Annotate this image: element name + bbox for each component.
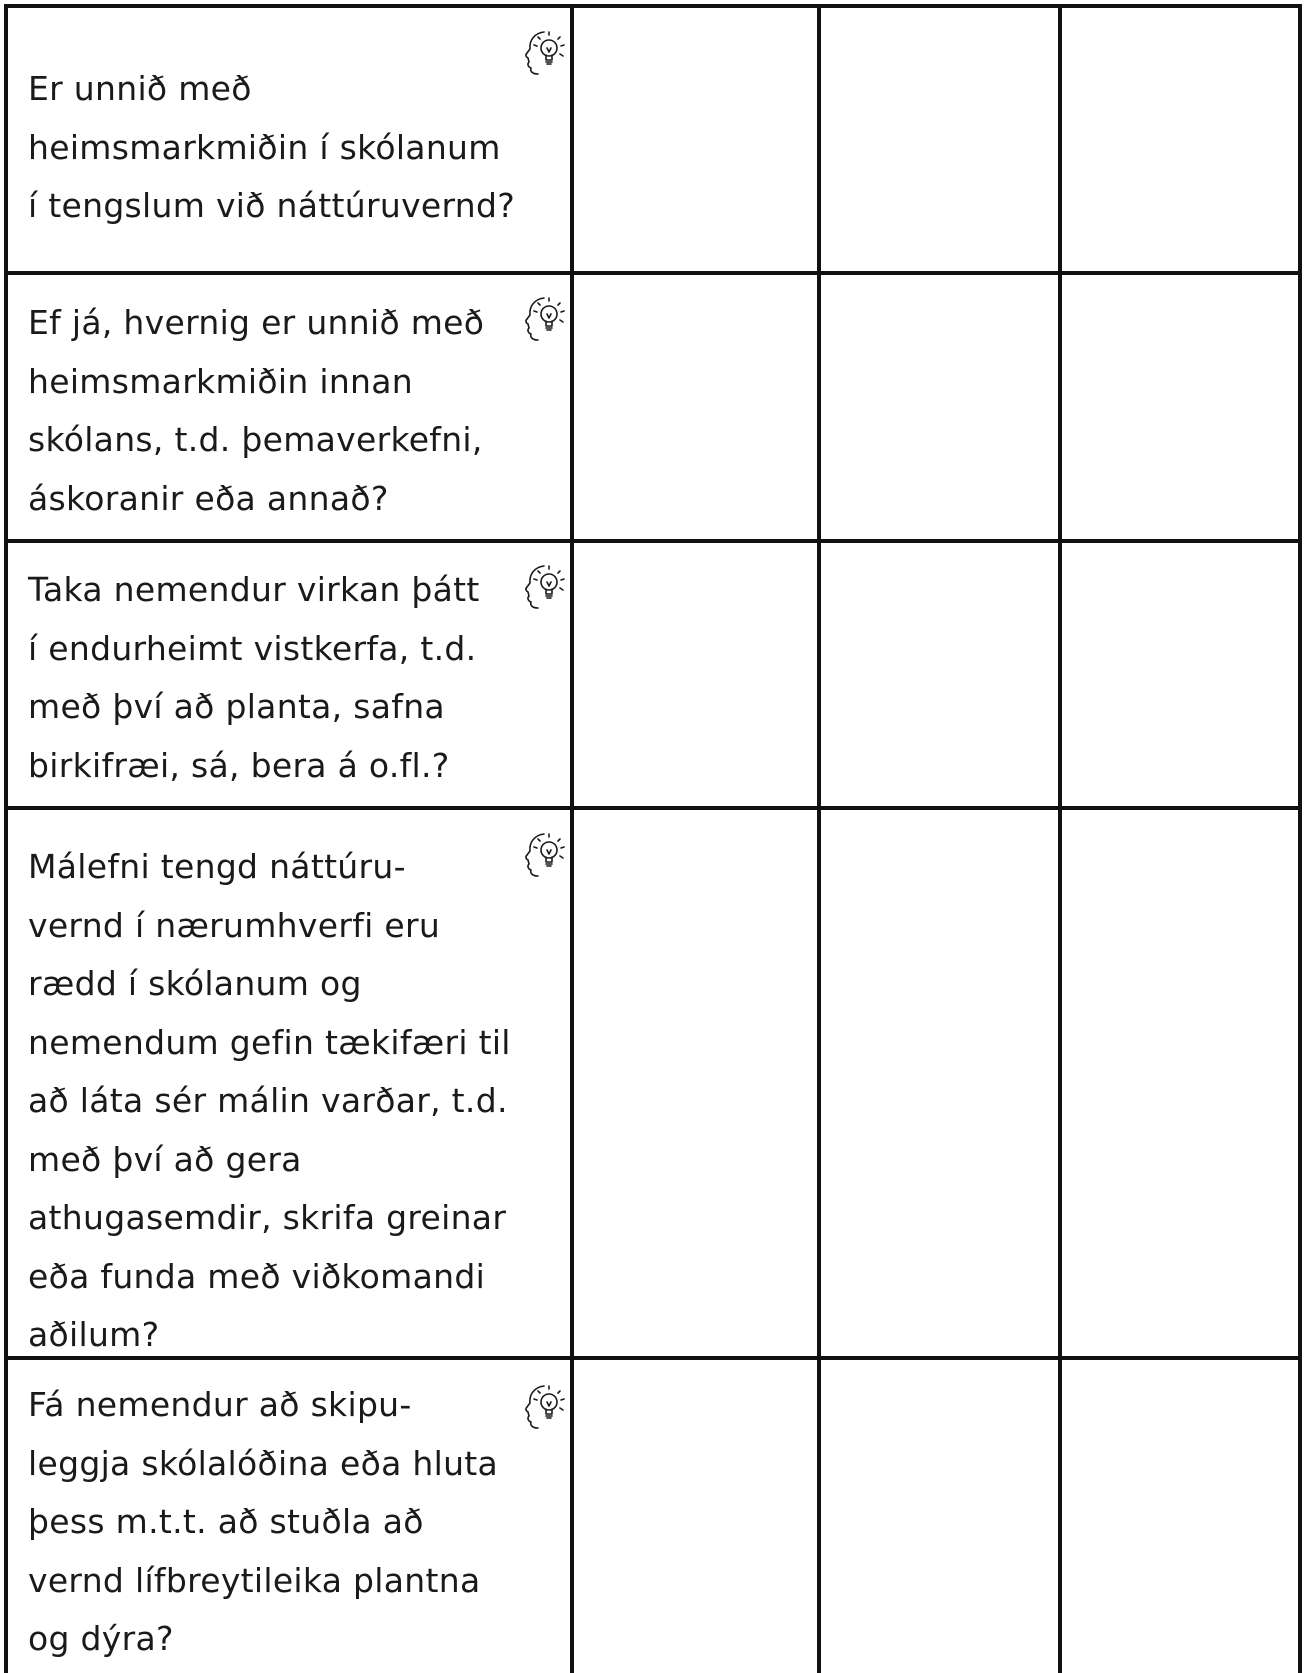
question-line: Ef já, hvernig er unnið með bbox=[28, 303, 485, 342]
question-line: birkifræi, sá, bera á o.fl.? bbox=[28, 745, 450, 785]
idea-head-icon bbox=[518, 558, 570, 612]
question-line: rædd í skólanum og bbox=[28, 964, 362, 1003]
answer-cell[interactable] bbox=[1060, 273, 1300, 541]
idea-head-icon bbox=[518, 826, 570, 880]
answer-cell[interactable] bbox=[819, 808, 1060, 1358]
answer-cell[interactable] bbox=[1060, 6, 1300, 273]
question-line: að láta sér málin varðar, t.d. bbox=[28, 1081, 508, 1120]
question-text bbox=[28, 1376, 548, 1669]
question-line: og dýra? bbox=[28, 1619, 174, 1658]
question-line: Er unnið með bbox=[28, 69, 252, 108]
answer-cell[interactable] bbox=[572, 1358, 819, 1673]
table-row bbox=[0, 1358, 1306, 1673]
question-line: þess m.t.t. að stuðla að bbox=[28, 1502, 424, 1541]
idea-head-icon bbox=[518, 24, 570, 78]
question-line: athugasemdir, skrifa greinar bbox=[28, 1198, 507, 1237]
answer-cell[interactable] bbox=[572, 273, 819, 541]
question-line: vernd lífbreytileika plantna bbox=[28, 1560, 481, 1600]
question-text bbox=[28, 60, 548, 236]
answer-cell[interactable] bbox=[819, 541, 1060, 808]
answer-cell[interactable] bbox=[819, 1358, 1060, 1673]
question-line: eða funda með viðkomandi bbox=[28, 1256, 486, 1296]
question-text bbox=[28, 294, 548, 528]
question-line: Fá nemendur að skipu- bbox=[28, 1385, 412, 1424]
question-text bbox=[28, 561, 548, 795]
question-line: skólans, t.d. þemaverkefni, bbox=[28, 420, 483, 459]
question-line: aðilum? bbox=[28, 1315, 160, 1354]
question-line: áskoranir eða annað? bbox=[28, 478, 389, 518]
question-line: Málefni tengd náttúru- bbox=[28, 847, 406, 886]
question-line: nemendum gefin tækifæri til bbox=[28, 1022, 511, 1062]
table-row bbox=[0, 808, 1306, 1358]
question-line: vernd í nærumhverfi eru bbox=[28, 905, 441, 945]
answer-cell[interactable] bbox=[1060, 1358, 1300, 1673]
question-line: heimsmarkmiðin innan bbox=[28, 361, 413, 401]
answer-cell[interactable] bbox=[572, 808, 819, 1358]
table-row bbox=[0, 273, 1306, 541]
question-line: í endurheimt vistkerfa, t.d. bbox=[28, 628, 477, 668]
question-line: í tengslum við náttúruvernd? bbox=[28, 186, 516, 225]
table-row bbox=[0, 541, 1306, 808]
idea-head-icon bbox=[518, 290, 570, 344]
question-line: með því að gera bbox=[28, 1139, 302, 1179]
answer-cell[interactable] bbox=[819, 273, 1060, 541]
question-line: leggja skólalóðina eða hluta bbox=[28, 1443, 499, 1483]
question-text bbox=[28, 838, 548, 1365]
question-line: Taka nemendur virkan þátt bbox=[28, 570, 480, 609]
answer-cell[interactable] bbox=[572, 541, 819, 808]
answer-cell[interactable] bbox=[572, 6, 819, 273]
idea-head-icon bbox=[518, 1378, 570, 1432]
table-row bbox=[0, 6, 1306, 273]
question-line: með því að planta, safna bbox=[28, 687, 445, 726]
answer-cell[interactable] bbox=[1060, 541, 1300, 808]
answer-cell[interactable] bbox=[1060, 808, 1300, 1358]
answer-cell[interactable] bbox=[819, 6, 1060, 273]
question-line: heimsmarkmiðin í skólanum bbox=[28, 127, 501, 167]
